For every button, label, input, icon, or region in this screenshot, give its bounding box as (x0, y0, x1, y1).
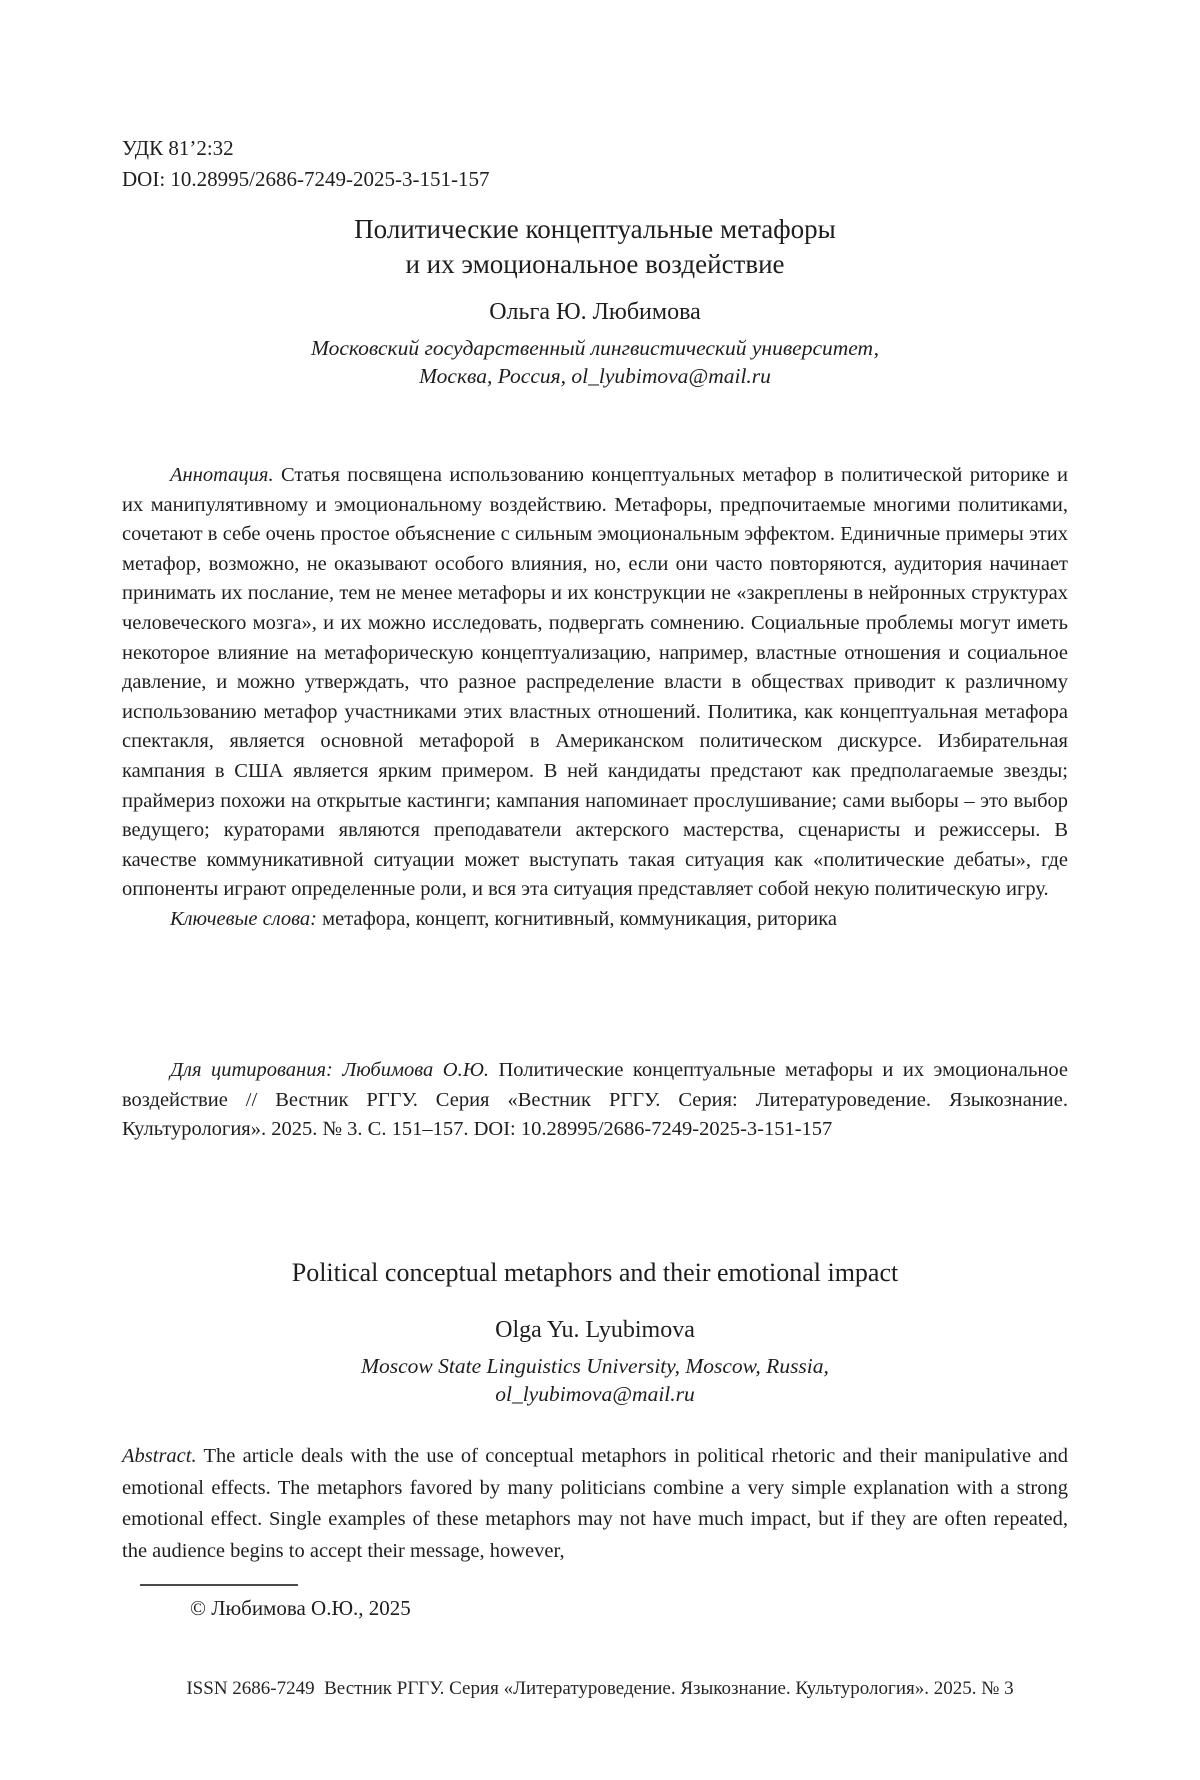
abstract-ru-label: Аннотация. (170, 464, 274, 486)
udk-code: УДК 81’2:32 (122, 136, 234, 160)
footnote-divider (140, 1584, 298, 1586)
keywords-ru (122, 905, 1068, 935)
abstract-en (122, 1441, 1068, 1567)
author-name-ru: Ольга Ю. Любимова (489, 299, 701, 325)
affiliation-en-line2: ol_lyubimova@mail.ru (495, 1382, 695, 1406)
article-title-en: Political conceptual metaphors and their emotional impact (291, 1258, 899, 1287)
citation-label: Для цитирования: (170, 1059, 333, 1081)
citation-text: Политические концептуальные метафоры и их эмоциональное воздействие // Вестник РГГУ. Серия «Вестник РГГУ. Серия: Литературоведение. Языкознание. Культурология». 2025. № 3. С. 151–157. DOI: 10.28995/2686-7249-2025-3-151-157 (122, 1059, 1068, 1141)
affiliation-ru-line1: Московский государственный лингвистический университет, (311, 336, 879, 360)
citation-paragraph (122, 1056, 1068, 1145)
abstract-section-ru (122, 461, 1068, 935)
article-codes (122, 133, 1068, 195)
doi-code: DOI: 10.28995/2686-7249-2025-3-151-157 (122, 167, 490, 191)
citation-section (122, 1056, 1068, 1145)
affiliation-en (122, 1352, 1068, 1408)
affiliation-en-line1: Moscow State Linguistics University, Moscow, Russia, (361, 1354, 829, 1378)
abstract-ru (122, 461, 1068, 905)
copyright-notice: © Любимова О.Ю., 2025 (190, 1596, 411, 1620)
abstract-en-label: Abstract. (122, 1445, 197, 1467)
citation-author: Любимова О.Ю. (332, 1059, 489, 1081)
article-title-ru-line2: и их эмоциональное воздействие (405, 249, 785, 279)
keywords-ru-text: метафора, концепт, когнитивный, коммуникация, риторика (317, 907, 837, 930)
abstract-en-text: The article deals with the use of conceptual metaphors in political rhetoric and their manipulative and emotional effects. The metaphors favored by many politicians combine a very simple explanation with a strong emotional effect. Single examples of these metaphors may not have much impact, but if they are often repeated, the audience begins to accept their message, however, (122, 1445, 1068, 1562)
keywords-ru-label: Ключевые слова: (170, 907, 317, 930)
affiliation-ru-line2: Москва, Россия, ol_lyubimova@mail.ru (419, 364, 771, 388)
article-title-ru-line1: Политические концептуальные метафоры (354, 214, 836, 244)
article-title-ru (122, 212, 1068, 282)
journal-footer: ISSN 2686-7249 Вестник РГГУ. Серия «Литературоведение. Языкознание. Культурология». 2025. № 3 (186, 1678, 1014, 1699)
author-name-en: Olga Yu. Lyubimova (495, 1317, 695, 1343)
english-section (122, 1256, 1068, 1567)
abstract-ru-text: Статья посвящена использованию концептуальных метафор в политической риторике и их манипулятивному и эмоциональному воздействию. Метафоры, предпочитаемые многими политиками, сочетают в себе очень простое объяснение с сильным эмоциональным эффектом. Единичные примеры этих метафор, возможно, не оказывают особого влияния, но, если они часто повторяются, аудитория начинает принимать их послание, тем не менее метафоры и их конструкции не «закреплены в нейронных структурах человеческого мозга», и их можно исследовать, подвергать сомнению. Социальные проблемы могут иметь некоторое влияние на метафорическую концептуализацию, например, властные отношения и социальное давление, и можно утверждать, что разное распределение власти в обществах приводит к различному использованию метафор участниками этих властных отношений. Политика, как концептуальная метафора спектакля, является основной метафорой в Американском политическом дискурсе. Избирательная кампания в США является ярким примером. В ней кандидаты предстают как предполагаемые звезды; праймериз похожи на открытые кастинги; кампания напоминает прослушивание; сами выборы – это выбор ведущего; кураторами являются преподаватели актерского мастерства, сценаристы и режиссеры. В качестве коммуникативной ситуации может выступать такая ситуация как «политические дебаты», где оппоненты играют определенные роли, и вся эта ситуация представляет собой некую политическую игру. (122, 464, 1068, 901)
affiliation-ru (122, 334, 1068, 390)
